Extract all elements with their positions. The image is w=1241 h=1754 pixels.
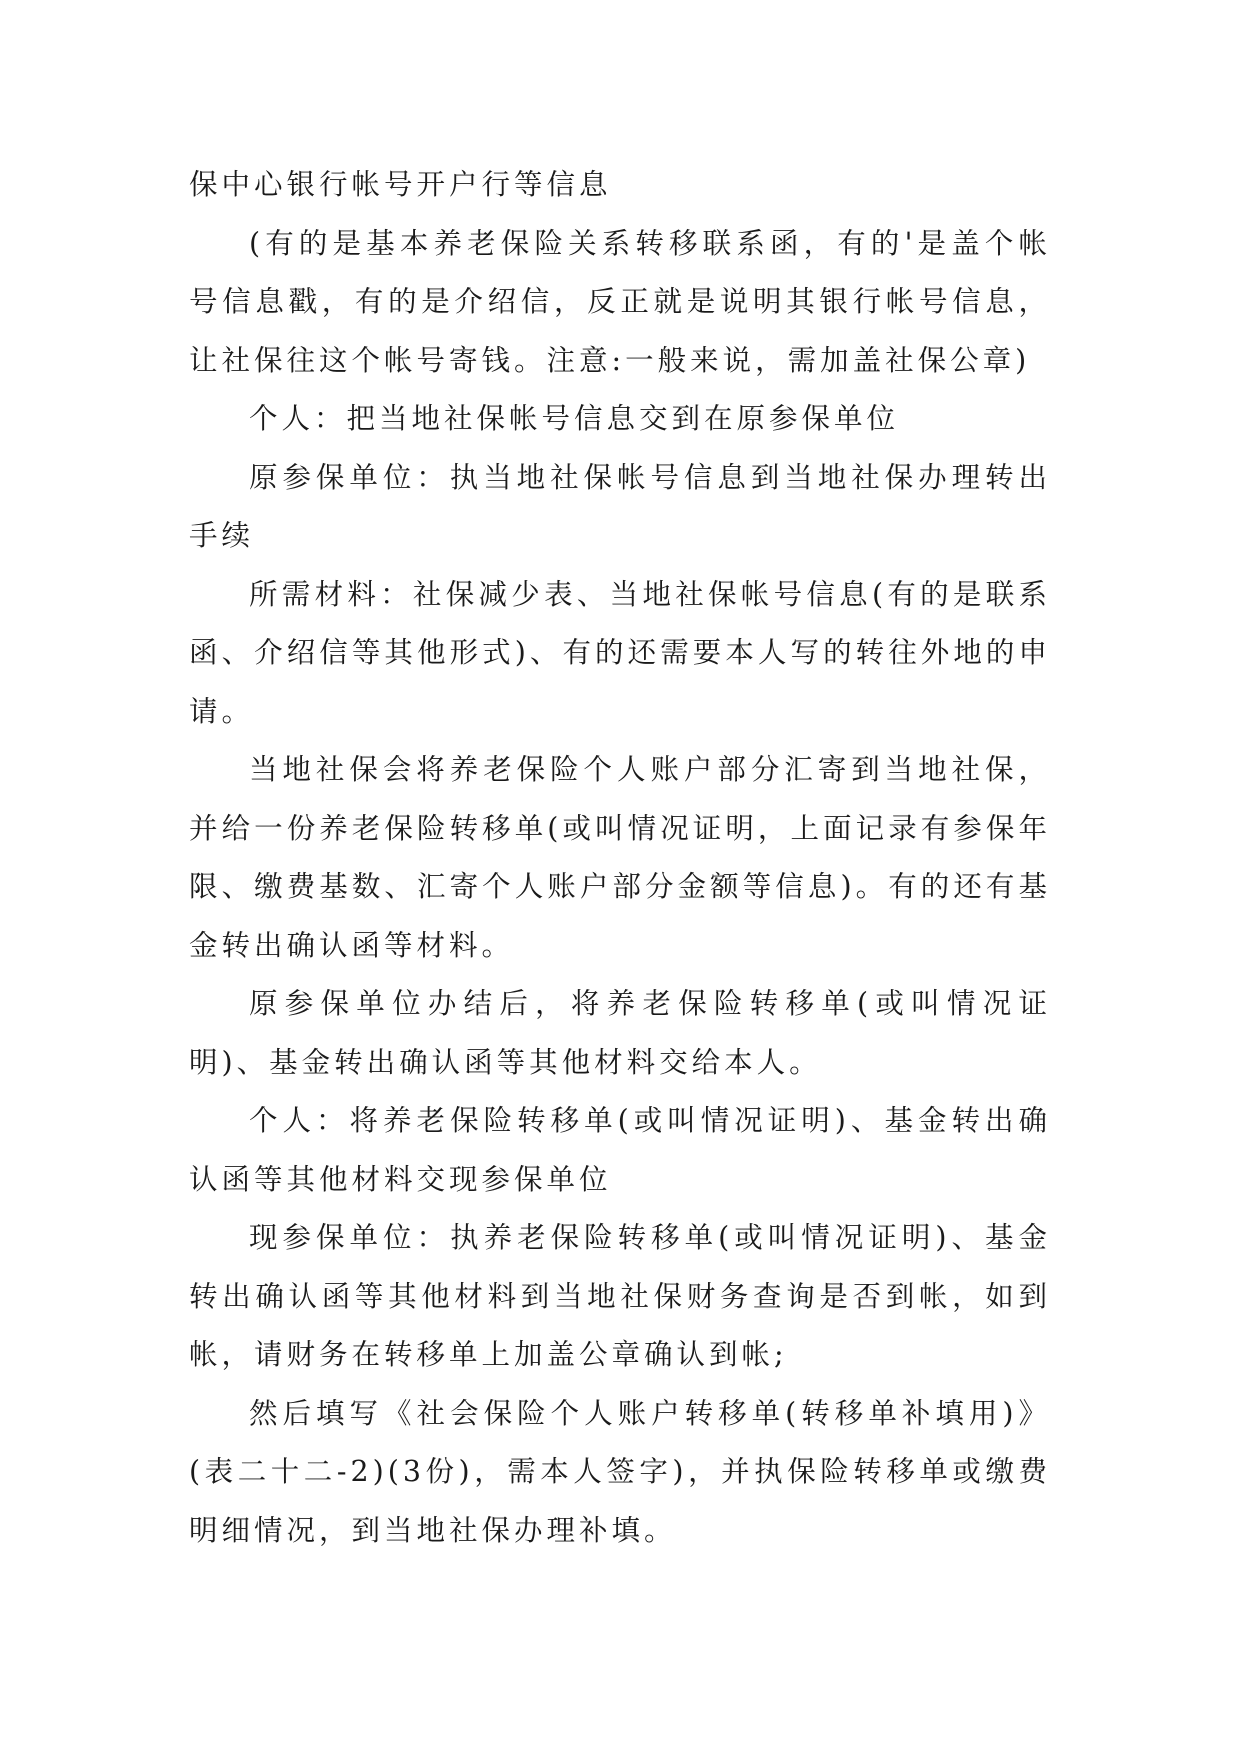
paragraph-required-materials: 所需材料：社保减少表、当地社保帐号信息(有的是联系函、介绍信等其他形式)、有的还需要本人写的转往外地的申请。 xyxy=(189,577,1051,728)
paragraph-continuation: 保中心银行帐号开户行等信息 xyxy=(189,168,612,201)
document-body xyxy=(189,156,1051,1560)
paragraph-original-unit-complete: 原参保单位办结后，将养老保险转移单(或叫情况证明)、基金转出确认函等其他材料交给本人。 xyxy=(189,987,1051,1079)
paragraph-original-unit-step: 原参保单位：执当地社保帐号信息到当地社保办理转出手续 xyxy=(189,460,1051,552)
paragraph-personal-step-1: 个人：把当地社保帐号信息交到在原参保单位 xyxy=(249,402,900,435)
paragraph-current-unit-step: 现参保单位：执养老保险转移单(或叫情况证明)、基金转出确认函等其他材料到当地社保财务查询是否到帐，如到帐，请财务在转移单上加盖公章确认到帐; xyxy=(189,1221,1051,1371)
paragraph-personal-step-2: 个人：将养老保险转移单(或叫情况证明)、基金转出确认函等其他材料交现参保单位 xyxy=(189,1104,1051,1196)
paragraph-note: (有的是基本养老保险关系转移联系函，有的'是盖个帐号信息戳，有的是介绍信，反正就是说明其银行帐号信息，让社保往这个帐号寄钱。注意:一般来说，需加盖社保公章) xyxy=(189,226,1051,377)
paragraph-fill-form: 然后填写《社会保险个人账户转移单(转移单补填用)》(表二十二-2)(3份)，需本人签字)，并执保险转移单或缴费明细情况，到当地社保办理补填。 xyxy=(189,1396,1051,1547)
paragraph-local-social-security: 当地社保会将养老保险个人账户部分汇寄到当地社保，并给一份养老保险转移单(或叫情况证明，上面记录有参保年限、缴费基数、汇寄个人账户部分金额等信息)。有的还有基金转出确认函等材料。 xyxy=(189,753,1051,962)
